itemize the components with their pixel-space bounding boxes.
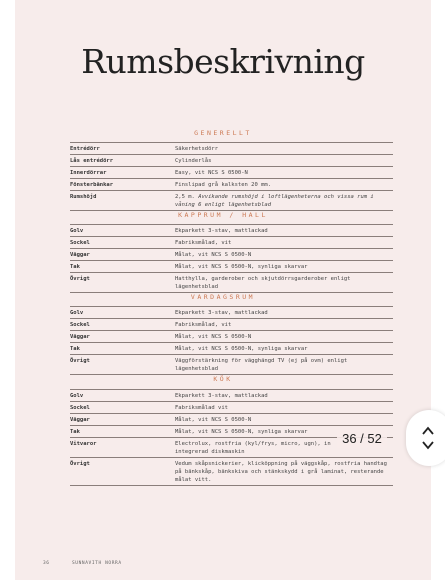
row-key: Väggar: [70, 252, 90, 258]
footer-brand: SUNNAVITH NORRA: [72, 561, 122, 566]
table-row: [70, 413, 393, 425]
row-key: Övrigt: [70, 276, 90, 282]
row-value: Säkerhetsdörr: [175, 146, 219, 152]
row-key: Sockel: [70, 405, 90, 411]
table-row: [70, 306, 393, 318]
row-value: Ekparkett 3-stav, mattlackad: [175, 393, 268, 399]
row-key: Tak: [70, 264, 80, 270]
row-value: Cylinderlås: [175, 158, 212, 164]
table-row: [70, 224, 393, 236]
page-indicator: 36 / 52: [337, 430, 387, 448]
section-heading-kok: KÖK: [213, 375, 233, 383]
row-value: Fabriksmålad vit: [175, 405, 228, 411]
row-key: Tak: [70, 429, 80, 435]
table-row: [70, 342, 393, 354]
row-key: Fönsterbänkar: [70, 182, 114, 188]
section-heading-kapprum: KAPPRUM / HALL: [178, 211, 268, 219]
row-key: Tak: [70, 346, 80, 352]
table-row: [70, 330, 393, 342]
table-row: [70, 142, 393, 154]
row-value: [175, 191, 393, 210]
row-key: Övrigt: [70, 461, 90, 467]
row-key: Entrédörr: [70, 146, 100, 152]
table-vardagsrum: [70, 306, 393, 375]
table-row: [70, 318, 393, 330]
row-value: Ekparkett 3-stav, mattlackad: [175, 228, 268, 234]
row-value: Målat, vit NCS S 0500-N, synliga skarvar: [175, 429, 308, 435]
row-value: Målat, vit NCS S 0500-N: [175, 334, 252, 340]
footer-page-number: 36: [43, 561, 50, 566]
row-value: Vedum skåpsnickerier, klicköppning på väggskåp, rostfria handtag på bänkskåp, bänkskiva och stänkskydd i grå laminat, resterande målat vitt.: [175, 461, 387, 483]
table-row: [70, 389, 393, 401]
row-key: Sockel: [70, 322, 90, 328]
row-key: Väggar: [70, 417, 90, 423]
row-value: Fabriksmålad, vit: [175, 240, 232, 246]
row-key: Golv: [70, 393, 84, 399]
row-value: Målat, vit NCS S 0500-N: [175, 252, 252, 258]
chevron-down-icon[interactable]: [421, 438, 435, 452]
row-key: Golv: [70, 228, 84, 234]
row-value-main: 2,5 m.: [175, 194, 195, 200]
row-value: Fabriksmålad, vit: [175, 322, 232, 328]
row-value: Målat, vit NCS S 0500-N, synliga skarvar: [175, 264, 308, 270]
page-navigation: [406, 410, 445, 466]
row-key: Övrigt: [70, 358, 90, 364]
table-row: [70, 401, 393, 413]
table-row: [70, 272, 393, 293]
row-key: Innerdörrar: [70, 170, 107, 176]
section-heading-generellt: GENERELLT: [194, 129, 252, 137]
row-key: Vitvaror: [70, 441, 97, 447]
row-key: Sockel: [70, 240, 90, 246]
row-value: Finslipad grå kalksten 20 mm.: [175, 182, 272, 188]
table-row: [70, 236, 393, 248]
row-value-note: Avvikande rumshöjd i loftlägenheterna och vissa rum i våning 6 enligt lägenhetsblad: [175, 194, 374, 208]
row-value: Målat, vit NCS S 0500-N, synliga skarvar: [175, 346, 308, 352]
table-row: [70, 166, 393, 178]
table-row: [70, 260, 393, 272]
row-value: Electrolux, rostfria (kyl/frys, micro, ugn), in integrerad diskmaskin: [175, 441, 331, 455]
section-heading-vardagsrum: VARDAGSRUM: [190, 293, 256, 301]
row-value: Ekparkett 3-stav, mattlackad: [175, 310, 268, 316]
row-value: Väggförstärkning för vägghängd TV (ej på ovm) enligt lägenhetsblad: [175, 358, 348, 372]
row-value: Hatthylla, garderober och skjutdörrsgarderober enligt lägenhetsblad: [175, 276, 351, 290]
table-row: [70, 354, 393, 375]
row-key: Lås entrédörr: [70, 158, 114, 164]
row-key: Golv: [70, 310, 84, 316]
chevron-up-icon[interactable]: [421, 424, 435, 438]
table-row: [70, 190, 393, 211]
row-key: Väggar: [70, 334, 90, 340]
table-row: [70, 154, 393, 166]
row-value: Easy, vit NCS S 0500-N: [175, 170, 248, 176]
row-key: Rumshöjd: [70, 194, 97, 200]
table-row: [70, 457, 393, 486]
page-title: Rumsbeskrivning: [81, 42, 365, 81]
row-value: Målat, vit NCS S 0500-N: [175, 417, 252, 423]
table-row: [70, 178, 393, 190]
table-kapprum: [70, 224, 393, 293]
table-generellt: [70, 142, 393, 211]
document-page: [15, 0, 431, 580]
table-row: [70, 248, 393, 260]
